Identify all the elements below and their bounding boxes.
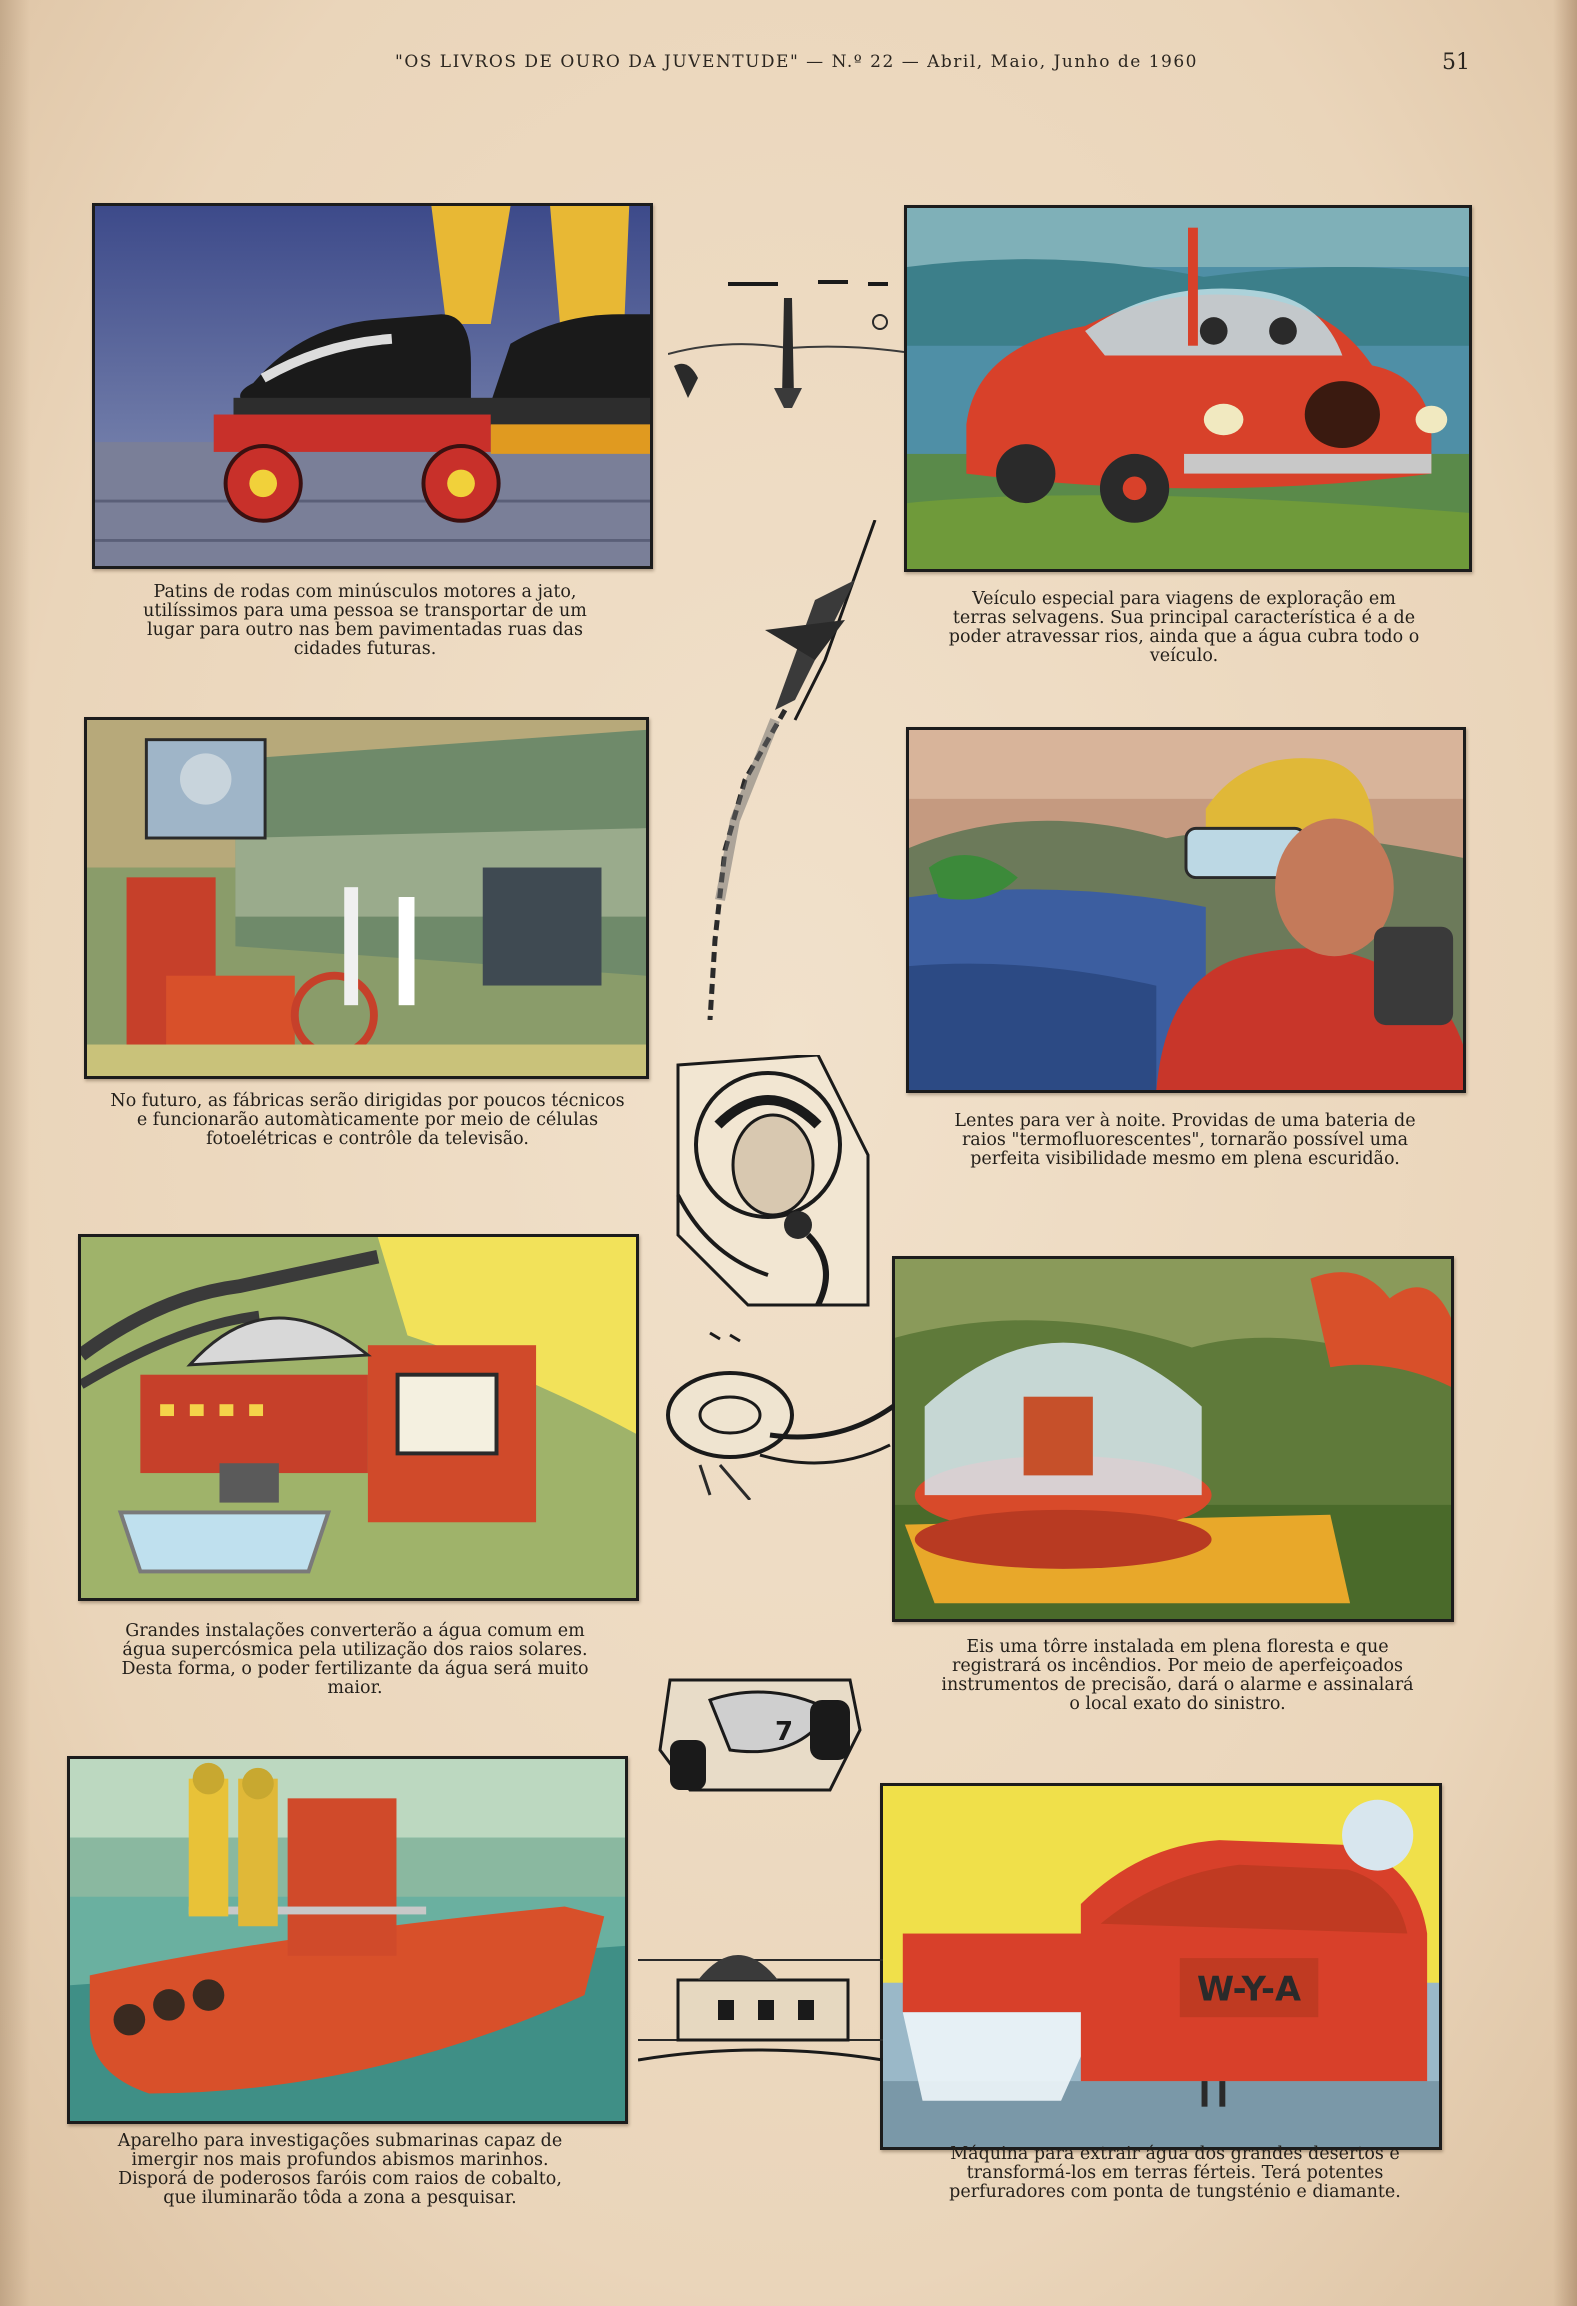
race-car-number: 7	[775, 1717, 794, 1747]
caption-jet-roller-skates: Patins de rodas com minúsculos motores a jato, utilíssimos para uma pessoa se transportar de um lugar para outro nas bem pavimentadas ruas das cidades futuras.	[143, 582, 587, 659]
illustration-solar-water-plant	[78, 1234, 639, 1601]
machine-label: W-Y-A	[1197, 1969, 1302, 2009]
page-number: 51	[1442, 50, 1470, 75]
caption-solar-water-plant: Grandes instalações converterão a água comum em água supercósmica pela utilização dos raios solares. Desta forma, o poder fertilizante da água será muito maior.	[121, 1621, 589, 1698]
illustration-exploration-vehicle	[904, 205, 1472, 572]
page-edge-shadow	[1553, 0, 1577, 2306]
flying-saucer-sketch	[660, 1325, 895, 1500]
caption-water-extraction-machine: Máquina para extrair água dos grandes desertos e transformá-los em terras férteis. Terá potentes perfuradores com ponta de tungsténio e diamante.	[949, 2144, 1401, 2202]
running-header: "OS LIVROS DE OURO DA JUVENTUDE" — N.º 22 — Abril, Maio, Junho de 1960	[395, 52, 1198, 72]
illustration-jet-roller-skates	[92, 203, 653, 569]
caption-forest-fire-tower: Eis uma tôrre instalada em plena floresta e que registrará os incêndios. Por meio de aperfeiçoados instrumentos de precisão, dará o alarme e assinalará o local exato do sinistro.	[941, 1637, 1414, 1714]
astronaut-sketch	[668, 1055, 876, 1315]
illustration-automated-factory	[84, 717, 649, 1079]
illustration-water-extraction-machine	[880, 1783, 1442, 2150]
caption-exploration-vehicle: Veículo especial para viagens de exploração em terras selvagens. Sua principal característica é a de poder atravessar rios, ainda que a água cubra todo o veículo.	[948, 589, 1420, 666]
caption-submarine-craft: Aparelho para investigações submarinas capaz de imergir nos mais profundos abismos marinhos. Disporá de poderosos faróis com raios de cobalto, que iluminarão tôda a zona a pesquisar.	[117, 2131, 563, 2208]
illustration-submarine-craft	[67, 1756, 628, 2124]
page-gutter-shadow	[0, 0, 30, 2306]
observatory-sketch	[638, 1920, 883, 2065]
caption-automated-factory: No futuro, as fábricas serão dirigidas por poucos técnicos e funcionarão automàticamente por meio de células fotoelétricas e contrôle da televisão.	[110, 1091, 625, 1149]
rocket-launch-sketch	[668, 278, 904, 428]
caption-night-vision-lenses: Lentes para ver à noite. Providas de uma bateria de raios "termofluorescentes", tornarão possível uma perfeita visibilidade mesmo em plena escuridão.	[954, 1111, 1416, 1169]
illustration-night-vision-lenses	[906, 727, 1466, 1093]
illustration-forest-fire-tower	[892, 1256, 1454, 1622]
race-car-sketch	[650, 1670, 868, 1798]
jet-plane-sketch	[705, 520, 885, 1020]
